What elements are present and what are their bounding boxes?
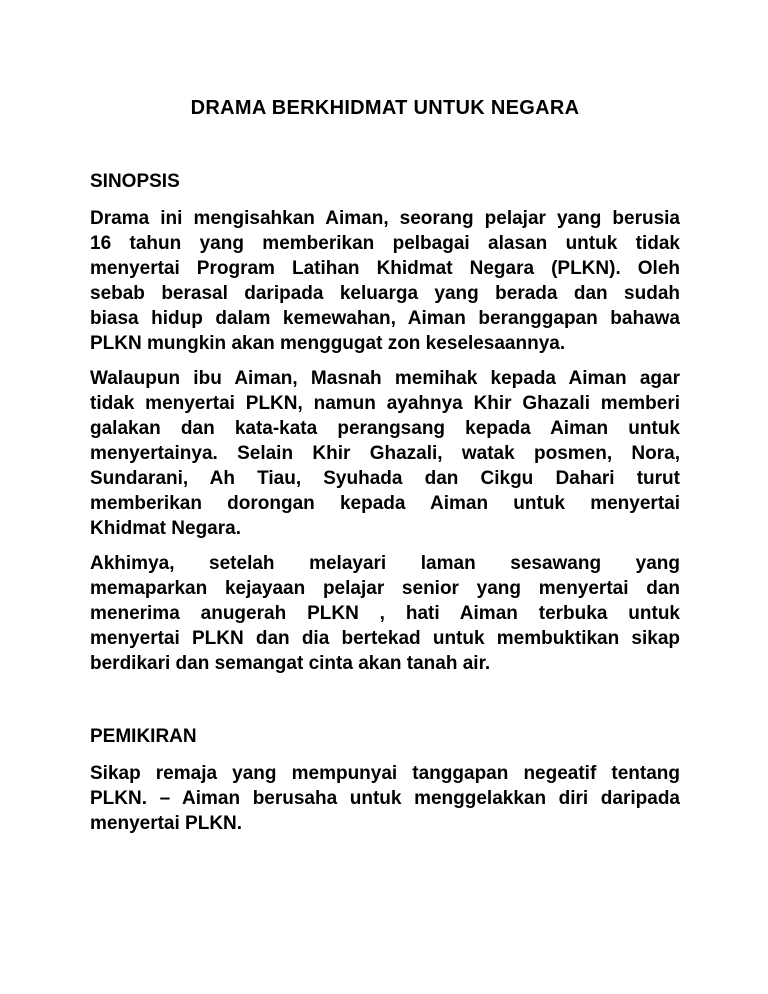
paragraph (90, 551, 680, 676)
text-line: PLKN. – Aiman berusaha untuk menggelakkan diri daripada (90, 788, 680, 809)
text-line: menyertainya. Selain Khir Ghazali, watak posmen, Nora, (90, 443, 680, 464)
text-line: menerima anugerah PLKN , hati Aiman terbuka untuk (90, 603, 680, 624)
text-line: menyertai PLKN. (90, 813, 243, 834)
text-line: Walaupun ibu Aiman, Masnah memihak kepada Aiman agar (90, 368, 680, 389)
text-line: berdikari dan semangat cinta akan tanah air. (90, 653, 491, 674)
section-heading: PEMIKIRAN (90, 726, 197, 747)
text-line: menyertai PLKN dan dia bertekad untuk membuktikan sikap (90, 628, 680, 649)
text-line: memaparkan kejayaan pelajar senior yang menyertai dan (90, 578, 680, 599)
text-line: 16 tahun yang memberikan pelbagai alasan untuk tidak (90, 233, 680, 254)
text-line: Drama ini mengisahkan Aiman, seorang pelajar yang berusia (90, 208, 680, 229)
text-line: PLKN mungkin akan menggugat zon keselesaannya. (90, 333, 566, 354)
section-heading: SINOPSIS (90, 171, 180, 192)
text-line: biasa hidup dalam kemewahan, Aiman beranggapan bahawa (90, 308, 680, 329)
text-line: sebab berasal daripada keluarga yang berada dan sudah (90, 283, 680, 304)
text-line: memberikan dorongan kepada Aiman untuk menyertai (90, 493, 680, 514)
text-line: galakan dan kata-kata perangsang kepada Aiman untuk (90, 418, 680, 439)
document-title: DRAMA BERKHIDMAT UNTUK NEGARA (190, 97, 580, 119)
document-body (90, 169, 680, 836)
text-line: Khidmat Negara. (90, 518, 241, 539)
text-line: Akhimya, setelah melayari laman sesawang yang (90, 553, 680, 574)
paragraph (90, 761, 680, 836)
text-line: Sikap remaja yang mempunyai tanggapan negeatif tentang (90, 763, 680, 784)
paragraph (90, 366, 680, 541)
text-line: tidak menyertai PLKN, namun ayahnya Khir Ghazali memberi (90, 393, 680, 414)
text-line: Sundarani, Ah Tiau, Syuhada dan Cikgu Dahari turut (90, 468, 680, 489)
paragraph (90, 206, 680, 356)
text-line: menyertai Program Latihan Khidmat Negara (PLKN). Oleh (90, 258, 680, 279)
